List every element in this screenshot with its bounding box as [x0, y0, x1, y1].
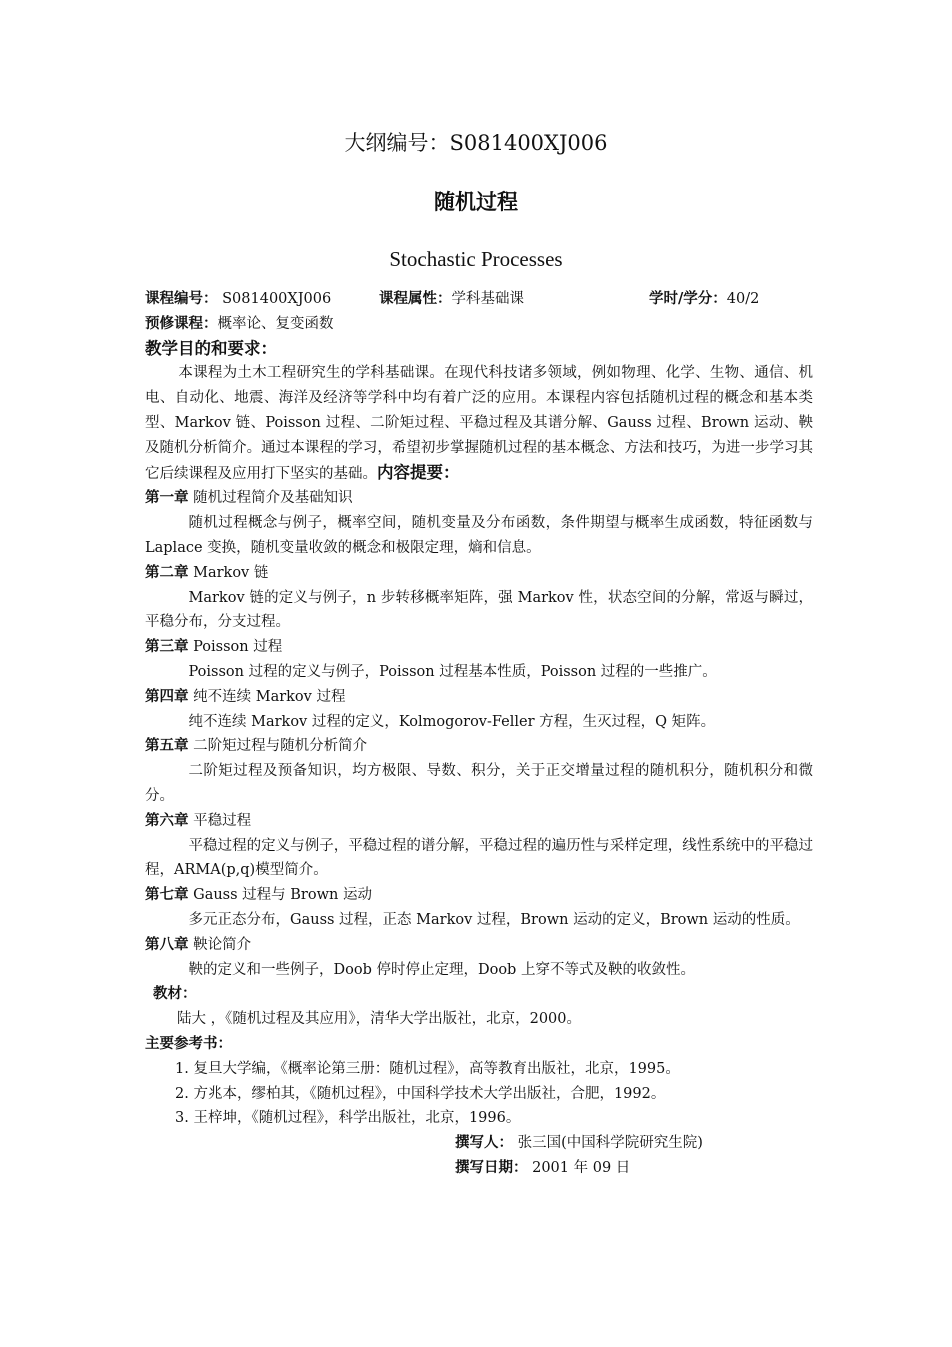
- date-row: [145, 1156, 813, 1181]
- chapter-text: Markov 链的定义与例子，n 步转移概率矩阵，强 Markov 性，状态空间的分解，常返与瞬过，平稳分布，分支过程。: [145, 589, 813, 631]
- chapter-title: 鞅论简介: [193, 936, 252, 953]
- date-value: 2001 年 09 日: [532, 1159, 631, 1176]
- content-heading: 内容提要：: [377, 462, 460, 482]
- chapter-5: [145, 734, 813, 808]
- chapter-text: 二阶矩过程及预备知识，均方极限、导数、积分，关于正交增量过程的随机积分，随机积分和微分。: [145, 763, 813, 804]
- document-body: [145, 287, 813, 1181]
- chapter-8: [145, 933, 813, 983]
- hours-label: 学时/学分：: [649, 290, 727, 307]
- author-row: [145, 1131, 813, 1156]
- chapter-title: 二阶矩过程与随机分析简介: [193, 738, 368, 755]
- course-attr-value: 学科基础课: [451, 291, 524, 307]
- chapter-1: [145, 486, 813, 560]
- chapter-3: [145, 635, 813, 685]
- chapter-label: 第八章: [145, 935, 189, 953]
- course-code-value: S081400XJ006: [222, 291, 332, 307]
- prereq-label: 预修课程：: [145, 314, 218, 332]
- textbook-heading: 教材：: [153, 985, 197, 1003]
- chapter-label: 第三章: [145, 638, 189, 656]
- chapter-label: 第五章: [145, 737, 189, 755]
- goals-heading: 教学目的和要求：: [145, 338, 277, 358]
- hours-value: 40/2: [726, 291, 760, 307]
- prereq-row: [145, 312, 813, 337]
- goals-text: 本课程为土木工程研究生的学科基础课。在现代科技诸多领域，例如物理、化学、生物、通信、机电、自动化、地震、海洋及经济等学科中均有着广泛的应用。本课程内容包括随机过程的概念和基本类型、Markov 链、Poisson 过程、二阶矩过程、平稳过程及其谱分解、Gauss 过程、Brown 运动、鞅及随机分析简介。通过本课程的学习，希望初步掌握随机过程的基本概念、方法和技巧，为进一步学习其它后续课程及应用打下坚实的基础。: [145, 365, 813, 482]
- references-heading: 主要参考书：: [145, 1034, 232, 1052]
- chapter-title: 随机过程简介及基础知识: [193, 490, 353, 507]
- chapter-4: [145, 685, 813, 735]
- chapter-text: 纯不连续 Markov 过程的定义，Kolmogorov-Feller 方程，生灭过程，Q 矩阵。: [188, 713, 716, 730]
- chapter-6: [145, 809, 813, 883]
- chapter-label: 第四章: [145, 687, 189, 705]
- chapter-label: 第七章: [145, 886, 189, 904]
- chapter-title: Gauss 过程与 Brown 运动: [193, 887, 372, 904]
- chapter-text: 鞅的定义和一些例子，Doob 停时停止定理，Doob 上穿不等式及鞅的收敛性。: [188, 961, 695, 978]
- author-value: 张三国(中国科学院研究生院): [517, 1135, 703, 1152]
- chapter-label: 第二章: [145, 563, 189, 581]
- outline-number: 大纲编号：S081400XJ006: [344, 131, 608, 155]
- date-label: 撰写日期：: [455, 1158, 528, 1176]
- textbook-text: 陆大 ，《随机过程及其应用》，清华大学出版社，北京，2000。: [177, 1011, 582, 1028]
- goals-paragraph: [145, 361, 813, 486]
- chapter-title: Markov 链: [193, 564, 269, 581]
- chapter-7: [145, 883, 813, 933]
- chapter-text: 平稳过程的定义与例子，平稳过程的谱分解，平稳过程的遍历性与采样定理，线性系统中的平稳过程，ARMA(p,q)模型简介。: [145, 837, 813, 879]
- chapter-title: 平稳过程: [193, 812, 252, 829]
- chapter-text: Poisson 过程的定义与例子，Poisson 过程基本性质，Poisson 过程的一些推广。: [188, 663, 717, 680]
- chapter-label: 第六章: [145, 811, 189, 829]
- chapter-text: 多元正态分布，Gauss 过程，正态 Markov 过程，Brown 运动的定义，Brown 运动的性质。: [188, 911, 800, 928]
- chapter-title: 纯不连续 Markov 过程: [193, 688, 346, 705]
- course-code-label: 课程编号：: [145, 290, 218, 307]
- page-title: 随机过程: [434, 189, 518, 214]
- author-label: 撰写人：: [455, 1134, 513, 1152]
- reference-item: 1. 复旦大学编，《概率论第三册：随机过程》，高等教育出版社，北京，1995。: [175, 1060, 680, 1077]
- reference-item: 2. 方兆本，缪柏其，《随机过程》，中国科学技术大学出版社，合肥，1992。: [175, 1085, 666, 1102]
- reference-item: 3. 王梓坤，《随机过程》，科学出版社，北京，1996。: [175, 1110, 521, 1127]
- chapter-2: [145, 561, 813, 635]
- course-meta-row: [145, 287, 813, 312]
- english-title: Stochastic Processes: [389, 247, 563, 271]
- course-attr-label: 课程属性：: [379, 290, 452, 307]
- prereq-value: 概率论、复变函数: [217, 315, 334, 332]
- chapter-text: 随机过程概念与例子，概率空间，随机变量及分布函数，条件期望与概率生成函数，特征函数与 Laplace 变换，随机变量收敛的概念和极限定理，熵和信息。: [145, 515, 813, 556]
- chapter-title: Poisson 过程: [193, 639, 283, 656]
- chapter-label: 第一章: [145, 489, 189, 507]
